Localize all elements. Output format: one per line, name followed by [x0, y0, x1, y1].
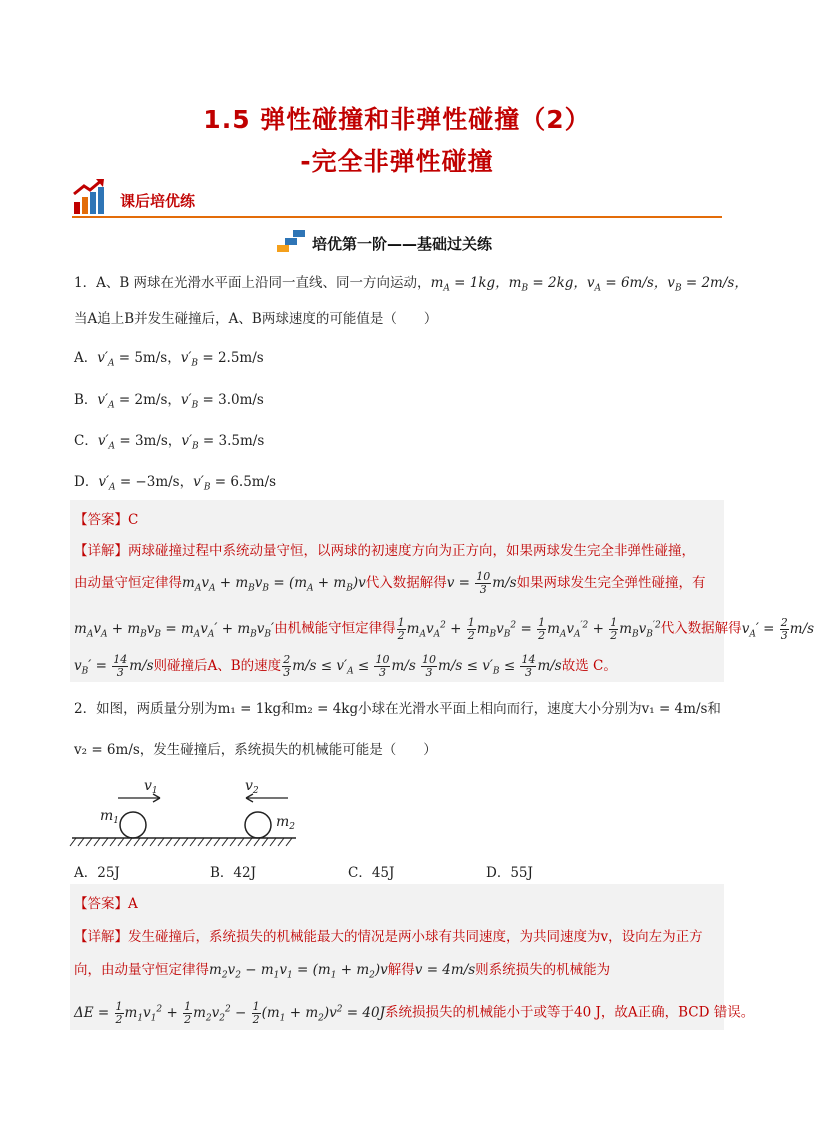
q1-detail-line4	[74, 651, 617, 687]
hatch-line	[238, 838, 244, 846]
q1-formula-v: v = $\frac{10}{3}$ m/s	[446, 570, 517, 596]
q2-detail-text2a: 向，由动量守恒定律得	[74, 962, 209, 978]
q2-detail-text1: 发生碰撞后，系统损失的机械能最大的情况是两小球有共同速度，为共同速度为v，设向左为正方	[128, 929, 703, 945]
stage-header	[0, 228, 794, 258]
hatch-line	[70, 838, 76, 846]
q2-detail-line1	[74, 925, 703, 945]
q1-answer-tag: 【答案】	[74, 512, 128, 528]
q2-detail-text3: 系统损损失的机械能小于或等于40 J，故A正确，BCD 错误。	[385, 1004, 755, 1021]
hatch-line	[78, 838, 84, 846]
v1-label: $v_1$	[144, 778, 158, 796]
hatch-line	[254, 838, 260, 846]
hatch-line	[94, 838, 100, 846]
q1-detail-line2	[74, 568, 706, 604]
hatch-line	[286, 838, 292, 846]
q2-formula-v: v = 4m/s	[414, 962, 476, 978]
q2-formula-momentum: $m_2v_2 - m_1v_1 = (m_1 + m_2)v$	[209, 962, 388, 981]
m1-label: $m_1$	[100, 808, 120, 826]
section-label: 课后培优练	[120, 192, 196, 210]
hatch-line	[126, 838, 132, 846]
hatch-line	[222, 838, 228, 846]
q2-answer-tag: 【答案】	[74, 896, 128, 912]
hatch-line	[86, 838, 92, 846]
q1-detail-text2c: 如果两球发生完全弹性碰撞，有	[516, 575, 706, 591]
hatch-line	[158, 838, 164, 846]
q1-answer-value: C	[128, 512, 139, 528]
q1-detail-line3	[74, 610, 814, 649]
bar-chart-arrow-icon	[72, 178, 108, 214]
q1-detail-text2a: 由动量守恒定律得	[74, 575, 182, 591]
hatch-line	[150, 838, 156, 846]
q1-detail-line1	[74, 539, 695, 559]
q1-option-d: D．$v'_A = -3m/s$，$v'_B = 6.5m/s$	[74, 474, 277, 493]
q2-detail-text2c: 则系统损失的机械能为	[475, 962, 611, 978]
hatch-line	[182, 838, 188, 846]
q1-stem-line2: 当A追上B并发生碰撞后，A、B两球速度的可能值是（ ）	[74, 311, 438, 327]
v2-label: $v_2$	[245, 778, 259, 796]
q1-detail-text1: 两球碰撞过程中系统动量守恒，以两球的初速度方向为正方向，如果两球发生完全非弹性碰撞，	[128, 543, 695, 559]
q1-formula-vb: $v_B'$ = $\frac{14}{3}$ m/s	[74, 653, 154, 679]
q1-formula-energy: $\frac{1}{2}$ $m_Av_A^2$ + $\frac{1}{2}$ $m_Bv_B^2$ = $\frac{1}{2}$ $m_Av_A^{'2}$ + $\frac{1}{2}$ $m_Bv_B^{'2}$	[397, 615, 661, 642]
hatch-line	[262, 838, 268, 846]
q1-detail-tag: 【详解】	[74, 543, 128, 559]
stage-title: 培优第一阶——基础过关练	[312, 235, 493, 253]
hatch-line	[102, 838, 108, 846]
ground-hatching	[70, 838, 292, 846]
hatch-line	[270, 838, 276, 846]
q2-option-d: D．55J	[486, 865, 533, 881]
q1-stem-values: $m_A = 1kg$，$m_B = 2kg$，$v_A = 6m/s$，$v_B = 2m/s$，	[430, 275, 748, 294]
ball-m2	[245, 812, 271, 838]
page-title: 1.5 弹性碰撞和非弹性碰撞（2）	[203, 105, 591, 134]
q1-formula-range: $\frac{2}{3}$ $m/s \le v'_A$ ≤ $\frac{10}{3}$ m/s $\frac{10}{3}$ $m/s \le v'_B$ ≤ $\frac{14}{3}$ m/s	[283, 653, 562, 679]
q2-option-c: C．45J	[348, 865, 395, 881]
q2-option-a: A．25J	[74, 865, 120, 881]
q1-detail-text3a: 由机械能守恒定律得	[274, 620, 396, 637]
q2-detail-line2	[74, 958, 610, 981]
hatch-line	[190, 838, 196, 846]
q2-detail-tag: 【详解】	[74, 929, 128, 945]
hatch-line	[230, 838, 236, 846]
q2-stem-line1: 2．如图，两质量分别为m₁ = 1kg和m₂ = 4kg小球在光滑水平面上相向而行，速度大小分别为v₁ = 4m/s和	[74, 701, 721, 717]
q2-diagram	[70, 776, 310, 848]
q1-detail-text4b: 故选 C。	[561, 658, 617, 674]
hatch-line	[134, 838, 140, 846]
q2-answer-value: A	[128, 896, 138, 912]
q1-formula-elastic: $m_Av_A + m_Bv_B = m_Av_A' + m_Bv_B'$	[74, 620, 275, 640]
q1-stem-prefix: 1．A、B 两球在光滑水平面上沿同一直线、同一方向运动，	[74, 275, 431, 291]
ball-m1	[120, 812, 146, 838]
hatch-line	[246, 838, 252, 846]
q1-option-a: A．$v'_A = 5m/s$，$v'_B = 2.5m/s$	[74, 350, 264, 369]
hatch-line	[198, 838, 204, 846]
q1-answer	[74, 508, 138, 528]
hatch-line	[206, 838, 212, 846]
q2-detail-line3	[74, 994, 754, 1033]
m2-label: $m_2$	[276, 814, 296, 832]
q2-stem-line2: v₂ = 6m/s，发生碰撞后，系统损失的机械能可能是（ ）	[74, 742, 437, 758]
q1-detail-text2b: 代入数据解得	[365, 575, 447, 591]
q1-detail-text4a: 则碰撞后A、B的速度	[153, 658, 282, 674]
section-divider	[72, 216, 722, 218]
q2-option-b: B．42J	[210, 865, 257, 881]
hatch-line	[142, 838, 148, 846]
q2-answer	[74, 892, 138, 912]
page-subtitle: -完全非弹性碰撞	[300, 147, 494, 176]
stair-blocks-icon	[277, 230, 307, 252]
hatch-line	[278, 838, 284, 846]
q1-formula-va: $v_A'$ = $\frac{2}{3}$ m/s	[741, 615, 814, 642]
q1-stem-line1	[74, 274, 748, 298]
q2-formula-energy: ΔE = $\frac{1}{2}$ $m_1v_1^2$ + $\frac{1}{2}$ $m_2v_2^2$ − $\frac{1}{2}$ $(m_1 + m_2)v^2 = 40J$	[74, 999, 385, 1026]
q1-detail-text3b: 代入数据解得	[660, 620, 742, 637]
section-header	[72, 178, 722, 218]
hatch-line	[110, 838, 116, 846]
hatch-line	[214, 838, 220, 846]
q1-option-c: C．$v'_A = 3m/s$，$v'_B = 3.5m/s$	[74, 433, 265, 452]
hatch-line	[166, 838, 172, 846]
q2-detail-text2b: 解得	[387, 962, 415, 978]
hatch-line	[174, 838, 180, 846]
q1-option-b: B．$v'_A = 2m/s$，$v'_B = 3.0m/s$	[74, 392, 264, 411]
q1-formula-momentum: $m_Av_A + m_Bv_B = (m_A + m_B)v$	[182, 575, 366, 594]
hatch-line	[118, 838, 124, 846]
